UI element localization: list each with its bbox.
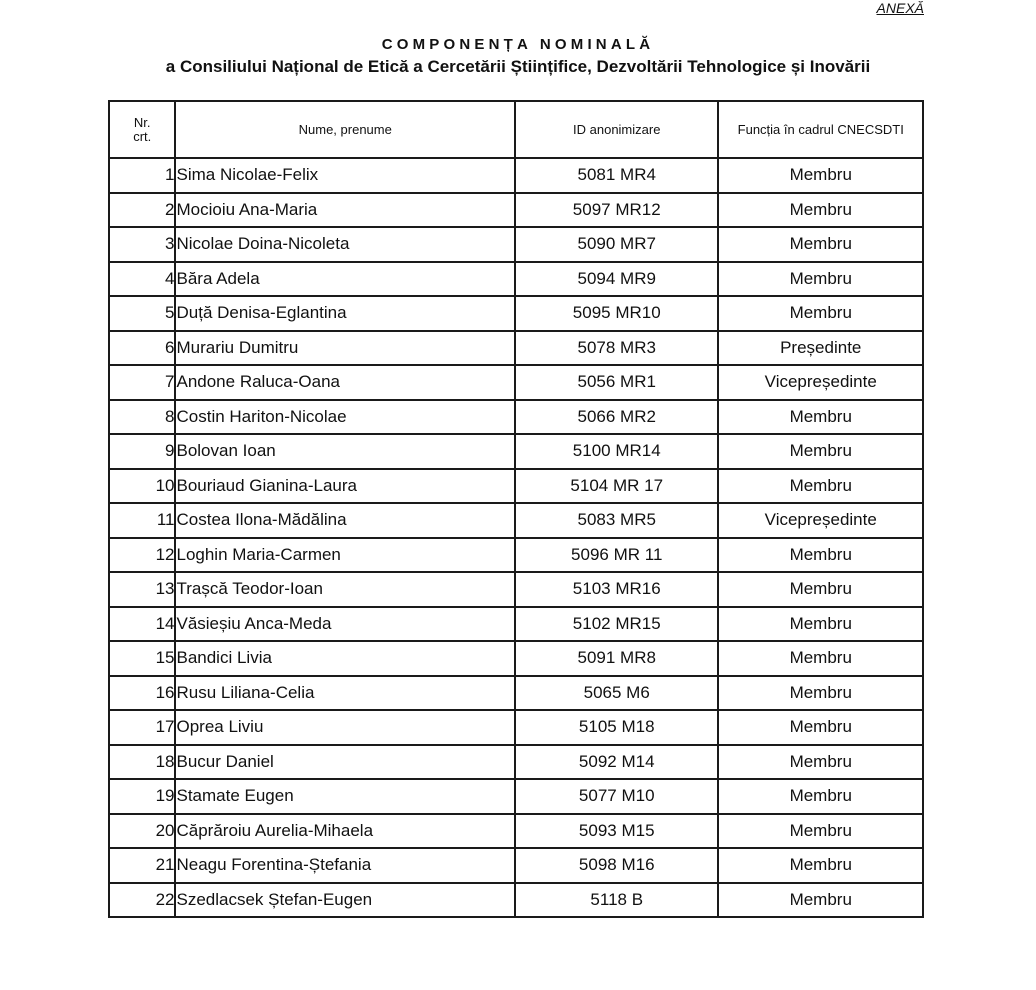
cell-function: Membru	[718, 745, 923, 780]
table-row	[109, 365, 923, 400]
cell-nr: 13	[109, 572, 175, 607]
cell-nr: 1	[109, 158, 175, 193]
cell-name: Andone Raluca-Oana	[175, 365, 515, 400]
cell-function: Membru	[718, 883, 923, 918]
cell-id: 5056 MR1	[515, 365, 719, 400]
cell-nr: 22	[109, 883, 175, 918]
cell-name: Costin Hariton-Nicolae	[175, 400, 515, 435]
cell-function: Membru	[718, 262, 923, 297]
table-row	[109, 572, 923, 607]
cell-function: Vicepreședinte	[718, 365, 923, 400]
table-row	[109, 710, 923, 745]
cell-id: 5102 MR15	[515, 607, 719, 642]
cell-nr: 16	[109, 676, 175, 711]
cell-id: 5093 M15	[515, 814, 719, 849]
cell-function: Membru	[718, 676, 923, 711]
header-id: ID anonimizare	[515, 101, 719, 158]
cell-name: Szedlacsek Ștefan-Eugen	[175, 883, 515, 918]
cell-nr: 2	[109, 193, 175, 228]
cell-nr: 6	[109, 331, 175, 366]
cell-id: 5095 MR10	[515, 296, 719, 331]
cell-nr: 12	[109, 538, 175, 573]
table-body	[109, 158, 923, 917]
cell-function: Membru	[718, 779, 923, 814]
cell-nr: 10	[109, 469, 175, 504]
cell-id: 5096 MR 11	[515, 538, 719, 573]
cell-nr: 11	[109, 503, 175, 538]
cell-nr: 14	[109, 607, 175, 642]
table-row	[109, 227, 923, 262]
table-row	[109, 883, 923, 918]
header-nr	[109, 101, 175, 158]
cell-id: 5092 M14	[515, 745, 719, 780]
cell-name: Murariu Dumitru	[175, 331, 515, 366]
cell-function: Membru	[718, 814, 923, 849]
cell-name: Duță Denisa-Eglantina	[175, 296, 515, 331]
members-table	[108, 100, 924, 918]
cell-id: 5081 MR4	[515, 158, 719, 193]
table-row	[109, 848, 923, 883]
table-row	[109, 814, 923, 849]
cell-id: 5078 MR3	[515, 331, 719, 366]
table-row	[109, 676, 923, 711]
cell-id: 5077 M10	[515, 779, 719, 814]
cell-name: Loghin Maria-Carmen	[175, 538, 515, 573]
cell-function: Membru	[718, 193, 923, 228]
cell-name: Trașcă Teodor-Ioan	[175, 572, 515, 607]
cell-id: 5094 MR9	[515, 262, 719, 297]
cell-name: Costea Ilona-Mădălina	[175, 503, 515, 538]
cell-name: Rusu Liliana-Celia	[175, 676, 515, 711]
table-row	[109, 262, 923, 297]
cell-name: Bandici Livia	[175, 641, 515, 676]
cell-function: Membru	[718, 848, 923, 883]
cell-id: 5066 MR2	[515, 400, 719, 435]
cell-function: Membru	[718, 227, 923, 262]
table-row	[109, 434, 923, 469]
cell-name: Căprăroiu Aurelia-Mihaela	[175, 814, 515, 849]
cell-id: 5103 MR16	[515, 572, 719, 607]
cell-function: Vicepreședinte	[718, 503, 923, 538]
cell-nr: 3	[109, 227, 175, 262]
table-row	[109, 331, 923, 366]
cell-name: Bolovan Ioan	[175, 434, 515, 469]
cell-function: Membru	[718, 641, 923, 676]
cell-id: 5097 MR12	[515, 193, 719, 228]
table-row	[109, 158, 923, 193]
cell-id: 5098 M16	[515, 848, 719, 883]
table-row	[109, 469, 923, 504]
cell-nr: 18	[109, 745, 175, 780]
cell-id: 5090 MR7	[515, 227, 719, 262]
table-row	[109, 400, 923, 435]
cell-function: Membru	[718, 296, 923, 331]
cell-nr: 17	[109, 710, 175, 745]
table-row	[109, 607, 923, 642]
cell-nr: 21	[109, 848, 175, 883]
cell-nr: 4	[109, 262, 175, 297]
table-row	[109, 745, 923, 780]
cell-id: 5100 MR14	[515, 434, 719, 469]
cell-id: 5091 MR8	[515, 641, 719, 676]
document-subtitle: a Consiliului Național de Etică a Cercetării Științifice, Dezvoltării Tehnologice și Inovării	[165, 57, 871, 76]
cell-id: 5118 B	[515, 883, 719, 918]
header-function: Funcția în cadrul CNECSDTI	[718, 101, 923, 158]
cell-name: Sima Nicolae-Felix	[175, 158, 515, 193]
cell-nr: 5	[109, 296, 175, 331]
cell-name: Stamate Eugen	[175, 779, 515, 814]
cell-function: Președinte	[718, 331, 923, 366]
table-row	[109, 296, 923, 331]
table-row	[109, 193, 923, 228]
table-row	[109, 779, 923, 814]
cell-name: Văsieșiu Anca-Meda	[175, 607, 515, 642]
cell-name: Neagu Forentina-Ștefania	[175, 848, 515, 883]
cell-name: Bouriaud Gianina-Laura	[175, 469, 515, 504]
cell-id: 5105 M18	[515, 710, 719, 745]
cell-function: Membru	[718, 400, 923, 435]
table-header-row	[109, 101, 923, 158]
cell-nr: 19	[109, 779, 175, 814]
table-row	[109, 538, 923, 573]
document-title: COMPONENȚA NOMINALĂ	[381, 36, 655, 53]
cell-name: Nicolae Doina-Nicoleta	[175, 227, 515, 262]
cell-name: Băra Adela	[175, 262, 515, 297]
cell-function: Membru	[718, 538, 923, 573]
cell-id: 5083 MR5	[515, 503, 719, 538]
cell-function: Membru	[718, 434, 923, 469]
header-nr-line1: Nr.	[133, 114, 151, 130]
cell-name: Oprea Liviu	[175, 710, 515, 745]
cell-function: Membru	[718, 607, 923, 642]
header-name: Nume, prenume	[175, 101, 515, 158]
cell-nr: 15	[109, 641, 175, 676]
table-row	[109, 503, 923, 538]
cell-name: Mocioiu Ana-Maria	[175, 193, 515, 228]
cell-nr: 8	[109, 400, 175, 435]
cell-nr: 7	[109, 365, 175, 400]
header-nr-line2: crt.	[133, 128, 152, 144]
cell-function: Membru	[718, 158, 923, 193]
cell-name: Bucur Daniel	[175, 745, 515, 780]
cell-function: Membru	[718, 710, 923, 745]
cell-nr: 9	[109, 434, 175, 469]
cell-function: Membru	[718, 469, 923, 504]
cell-function: Membru	[718, 572, 923, 607]
annex-label: ANEXĂ	[876, 0, 924, 16]
cell-nr: 20	[109, 814, 175, 849]
cell-id: 5104 MR 17	[515, 469, 719, 504]
cell-id: 5065 M6	[515, 676, 719, 711]
table-row	[109, 641, 923, 676]
